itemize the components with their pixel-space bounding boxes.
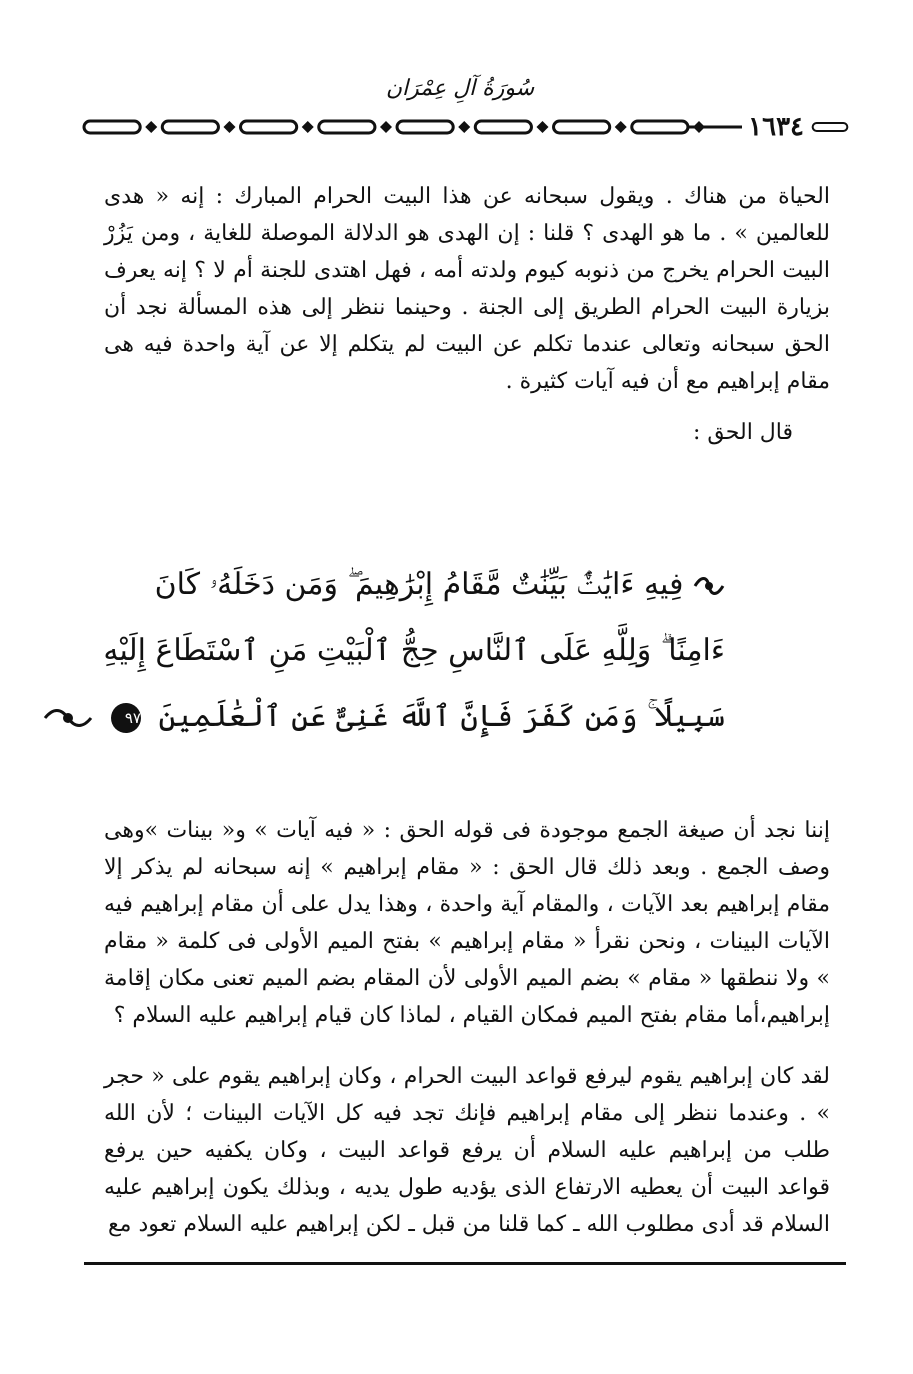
verse-line-1: فِيهِ ءَايَٰتٌۢ بَيِّنَٰتٌ مَّقَامُ إِبْرَٰهِيمَ ۖ وَمَن دَخَلَهُۥ كَانَ bbox=[180, 552, 725, 618]
page-number: ١٦٣٤ bbox=[748, 112, 804, 142]
paragraph-2: إننا نجد أن صيغة الجمع موجودة فى قوله الحق : « فيه آيات » و« بينات »وهى وصف الجمع . وبعد ذلك قال الحق : « مقام إبراهيم » إنه سبحانه لم يذكر إلا مقام إبراهيم بعد الآيات ، والمقام آية واحدة ، وهذا يدل على أن مقام إبراهيم فيه الآيات البينات ، ونحن نقرأ « مقام إبراهيم » بفتح الميم الأولى فى كلمة « مقام » ولا ننطقها « مقام » بضم الميم الأولى لأن المقام بضم الميم تعنى مكان إقامة إبراهيم،أما مقام بفتح الميم فمكان القيام ، لماذا كان قيام إبراهيم عليه السلام ؟ bbox=[104, 818, 830, 1028]
verse-start-ornament-icon bbox=[693, 574, 725, 598]
chain-ornament bbox=[80, 116, 742, 138]
surah-title: سُورَةُ آلِ عِمْرَان bbox=[385, 76, 535, 101]
end-ornament bbox=[810, 116, 850, 138]
ayah-number-badge: ٩٧ bbox=[111, 703, 141, 733]
footer-rule bbox=[84, 1262, 846, 1265]
header-border bbox=[80, 112, 850, 142]
verse-intro-label: قال الحق : bbox=[693, 420, 793, 445]
paragraph-1: الحياة من هناك . ويقول سبحانه عن هذا البيت الحرام المبارك : إنه « هدى للعالمين » . ما هو الهدى ؟ قلنا : إن الهدى هو الدلالة الموصلة للغاية ، ومن يَزُرْ البيت الحرام يخرج من ذنوبه كيوم ولدته أمه ، فهل اهتدى للجنة أم لا ؟ إنه يعرف بزيارة البيت الحرام الطريق إلى الجنة . وحينما ننظر إلى هذه المسألة نجد أن الحق سبحانه وتعالى عندما تكلم عن البيت لم يتكلم إلا عن آية واحدة فيه هى مقام إبراهيم مع أن فيه آيات كثيرة . bbox=[104, 184, 830, 394]
quran-verse bbox=[103, 552, 725, 750]
paragraph-3: لقد كان إبراهيم يقوم ليرفع قواعد البيت الحرام ، وكان إبراهيم يقوم على « حجر » . وعندما ننظر إلى مقام إبراهيم فإنك تجد فيه كل الآيات البينات ؛ لأن الله طلب من إبراهيم عليه السلام أن يرفع قواعد البيت ، وكان يكفيه حين يرفع قواعد البيت أن يعطيه الارتفاع الذى يؤديه طول يديه ، وبذلك يكون إبراهيم عليه السلام قد أدى مطلوب الله ـ كما قلنا من قبل ـ لكن إبراهيم عليه السلام تعود مع bbox=[104, 1064, 830, 1237]
verse-line-3: سَبِيلًا ۚ وَمَن كَفَرَ فَإِنَّ ٱللَّهَ غَنِىٌّ عَنِ ٱلْعَٰلَمِينَ ٩٧ bbox=[180, 684, 725, 750]
verse-line-2: ءَامِنًا ۗ وَلِلَّهِ عَلَى ٱلنَّاسِ حِجُّ ٱلْبَيْتِ مَنِ ٱسْتَطَاعَ إِلَيْهِ bbox=[103, 633, 725, 668]
verse-end-ornament-icon bbox=[43, 706, 93, 730]
